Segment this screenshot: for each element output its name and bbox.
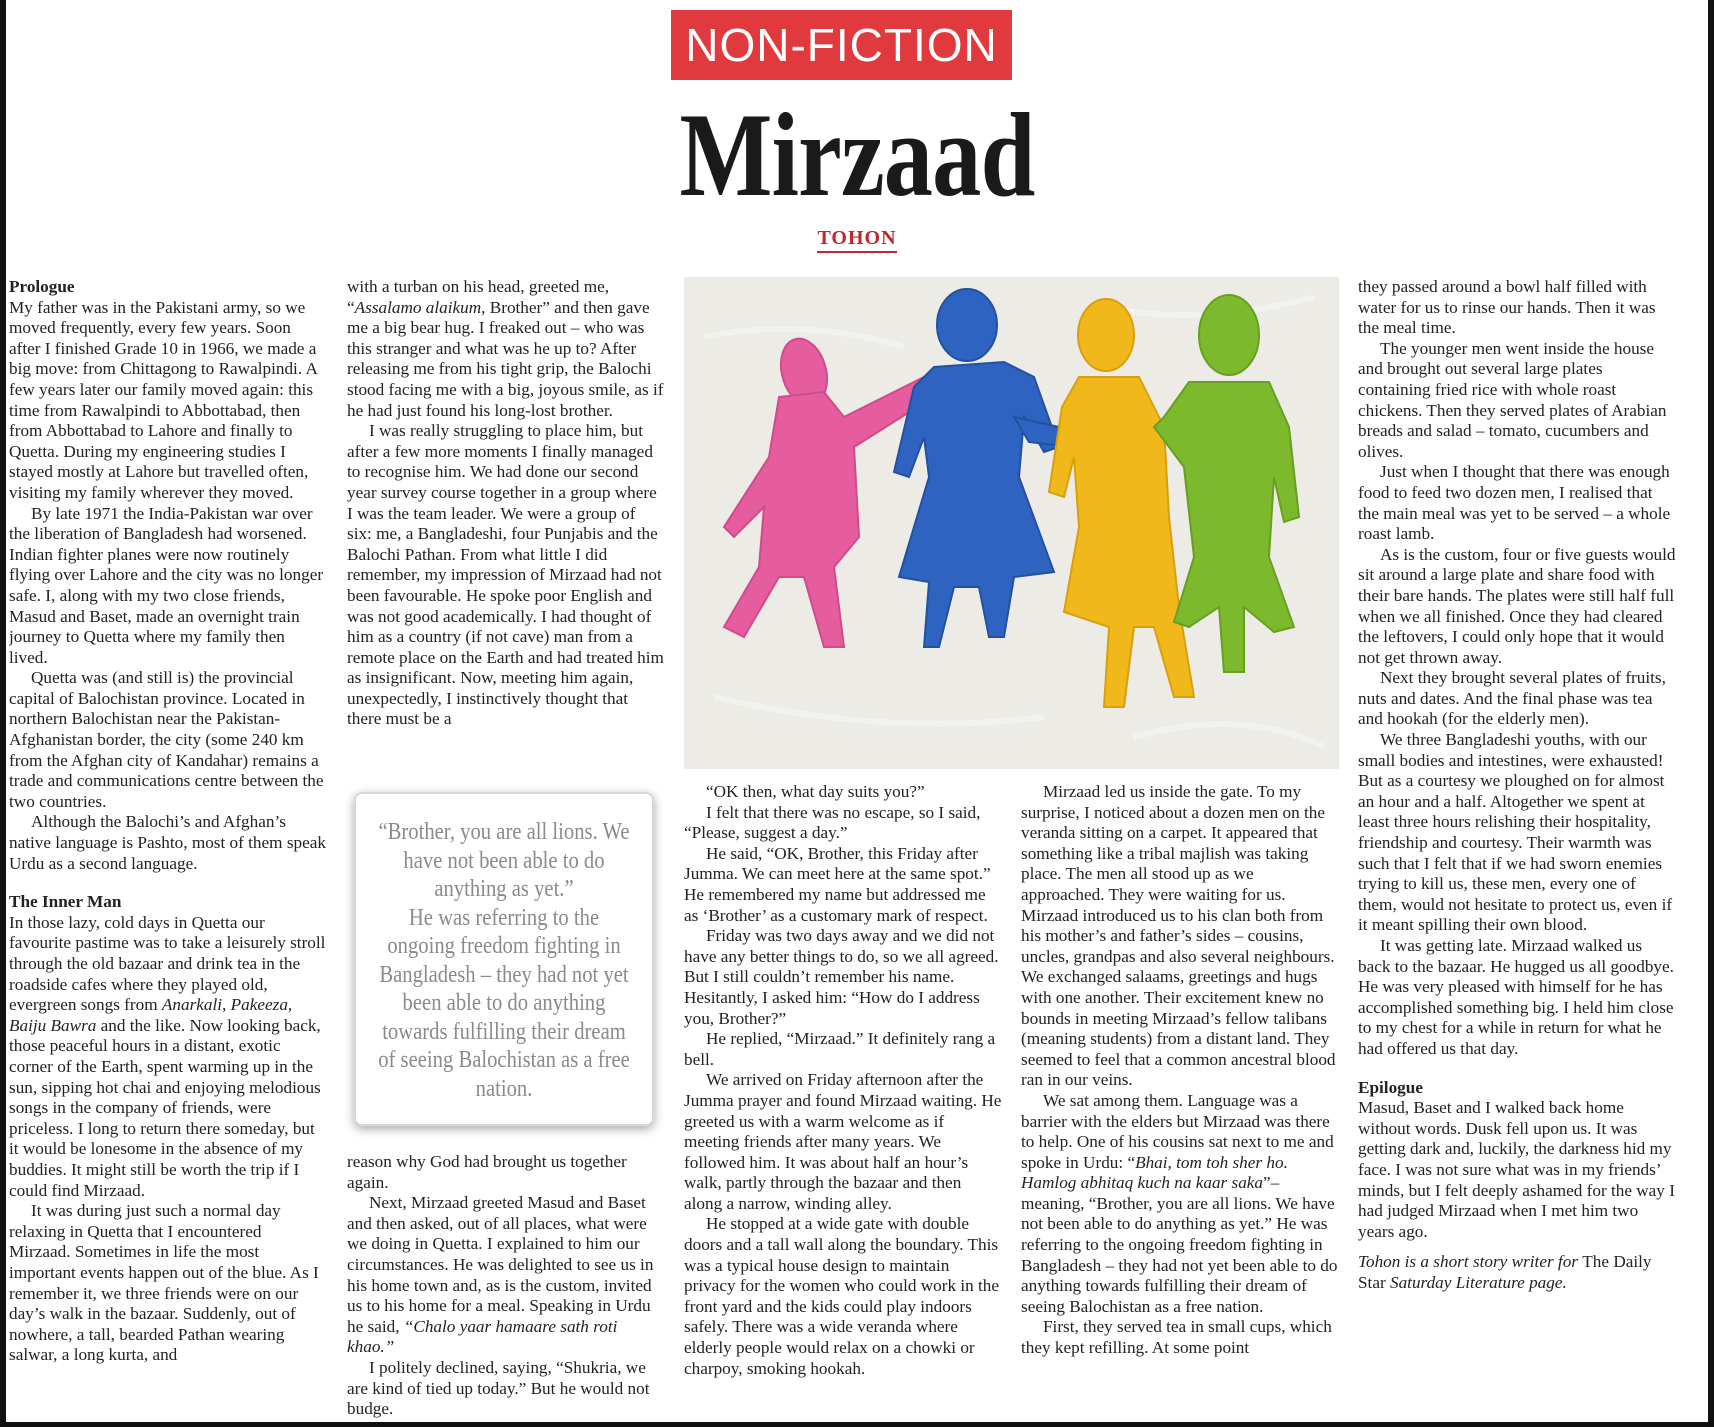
author-name: TOHON bbox=[817, 227, 896, 253]
paragraph: The younger men went inside the house and brought out several large plates containing fried rice with whole roast chickens. Then they served plates of Arabian breads and salad – tomato, cucumbers and olives. bbox=[1358, 338, 1667, 461]
pull-quote-text: “Brother, you are all lions. We have not been able to do anything as yet.” bbox=[378, 819, 630, 902]
paragraph: I was really struggling to place him, but after a few more moments I finally managed to recognise him. We had done our second year survey course together in a group where I was the team leader. We were a group of six: me, a Bangladeshi, four Punjabis and the Balochi Pathan. From what little I did remember, my impression of Mirzaad had not been favourable. He spoke poor English and was not good academically. I had thought of him as a country (if not cave) man from a remote place on the Earth and had treated him as insignificant. Now, meeting him again, unexpectedly, I instinctively thought that there must be a bbox=[347, 421, 664, 729]
paragraph: Next they brought several plates of fruits, nuts and dates. And the final phase was tea and hookah (for the elderly men). bbox=[1358, 668, 1666, 729]
paragraph: He replied, “Mirzaad.” It definitely rang a bell. bbox=[684, 1029, 996, 1069]
paragraph: I politely declined, saying, “Shukria, we are kind of tied up today.” But he would not budge. bbox=[347, 1357, 650, 1419]
paragraph: “OK then, what day suits you?” bbox=[706, 782, 925, 801]
pull-quote bbox=[354, 792, 654, 1126]
byline bbox=[0, 227, 1714, 250]
prologue-heading: Prologue bbox=[9, 277, 75, 296]
painting-illustration bbox=[684, 277, 1339, 769]
four-figures-painting bbox=[684, 277, 1339, 769]
paragraph: First, they served tea in small cups, which they kept refilling. At some point bbox=[1021, 1317, 1332, 1358]
pull-quote-text: He was referring to the ongoing freedom fighting in Bangladesh – they had not yet been able to do anything towards fulfilling their dream of seeing Balochistan as a free nation. bbox=[378, 904, 630, 1102]
paragraph: Mirzaad led us inside the gate. To my surprise, I noticed about a dozen men on the veranda sitting on a carpet. It appeared that something like a tribal majlish was taking place. The men all stood up as we approached. They were waiting for us. Mirzaad introduced us to his clan both from his mother’s and father’s sides – cousins, uncles, grandpas and also several neighbours. We exchanged salaams, greetings and hugs with one another. Their excitement knew no bounds in meeting Mirzaad’s fellow talibans (meaning students) from a distant land. They seemed to feel that a common ancestral blood ran in our veins. bbox=[1021, 782, 1336, 1090]
paragraph: We arrived on Friday afternoon after the Jumma prayer and found Mirzaad waiting. He greeted us with a warm welcome as if meeting friends after many years. We followed him. It was about half an hour’s walk, partly through the bazaar and then along a narrow, winding alley. bbox=[684, 1070, 1002, 1213]
epilogue-heading: Epilogue bbox=[1358, 1077, 1423, 1097]
paragraph: My father was in the Pakistani army, so we moved frequently, every few years. Soon after I finished Grade 10 in 1966, we made a big move: from Chittagong to Rawalpindi. A few years later our family moved again: this time from Rawalpindi to Abbottabad, then from Abbottabad to Lahore and finally to Quetta. During my engineering studies I stayed mostly at Lahore but travelled often, visiting my family wherever they moved. bbox=[9, 297, 317, 502]
paragraph: with a turban on his head, greeted me, “Assalamo alaikum, Brother” and then gave me a big bear hug. I freaked out – who was this stranger and what was he up to? After releasing me from his tight grip, the Balochi stood facing me with a big, joyous smile, as if he had just found his long-lost brother. bbox=[347, 277, 664, 420]
paragraph: Although the Balochi’s and Afghan’s native language is Pashto, most of them speak Urdu as a second language. bbox=[9, 812, 326, 873]
paragraph: Masud, Baset and I walked back home without words. Dusk fell upon us. It was getting dark and, luckily, the darkness hid my face. I was not sure what was in my friends’ minds, but I felt deeply ashamed for the way I had judged Mirzaad when I met him two years ago. bbox=[1358, 1098, 1675, 1241]
headline: Mirzaad bbox=[679, 88, 1035, 221]
paragraph: As is the custom, four or five guests would sit around a large plate and share food with their bare hands. The plates were still half full when we all finished. Once they had cleared the leftovers, I could only hope that it would not get thrown away. bbox=[1358, 544, 1676, 667]
paragraph: Friday was two days away and we did not have any better things to do, so we all agreed. But I still couldn’t remember his name. Hesitantly, I asked him: “How do I address you, Brother?” bbox=[684, 926, 999, 1028]
column-2-top bbox=[347, 277, 664, 761]
paragraph: We three Bangladeshi youths, with our small bodies and intestines, were exhausted! But as a courtesy we ploughed on for almost an hour and a half. Altogether we spent at least three hours relishing their hospitality, friendship and courtesy. Their warmth was such that I felt that if we had sworn enemies trying to kill us, these men, every one of them, would not hesitate to protect us, even if it meant spilling their own blood. bbox=[1358, 730, 1673, 935]
paragraph: We sat among them. Language was a barrier with the elders but Mirzaad was there to help. One of his cousins sat next to me and spoke in Urdu: “Bhai, tom toh sher ho. Hamlog abhitaq kuch na kaar saka”– meaning, “Brother, you are all lions. We have not been able to do anything as yet.” He was referring to the ongoing freedom fighting in Bangladesh – they had not yet been able to do anything towards fulfilling their dream of seeing Balochistan as a free nation. bbox=[1021, 1090, 1338, 1316]
paragraph: I felt that there was no escape, so I said, “Please, suggest a day.” bbox=[684, 802, 981, 843]
paragraph: It was during just such a normal day relaxing in Quetta that I encountered Mirzaad. Sometimes in life the most important events happen out of the blue. As I remember it, we three friends were on our day’s walk in the bazaar. Suddenly, out of nowhere, a tall, bearded Pathan wearing salwar, a long kurta, and bbox=[9, 1201, 319, 1365]
paragraph: reason why God had brought us together again. bbox=[347, 1152, 627, 1192]
right-border bbox=[1708, 0, 1714, 1427]
column-5 bbox=[1358, 277, 1676, 1423]
paragraph: Next, Mirzaad greeted Masud and Baset and then asked, out of all places, what were we doing in Quetta. I explained to him our circumstances. He was delighted to see us in his home town and, as is the custom, invited us to his home for a meal. Speaking in Urdu he said, “Chalo yaar hamaare sath roti khao.” bbox=[347, 1193, 654, 1357]
column-4 bbox=[1021, 782, 1339, 1424]
paragraph: Quetta was (and still is) the provincial capital of Balochistan province. Located in northern Balochistan near the Pakistan-Afghanistan border, the city (some 240 km from the Afghan city of Kandahar) remains a trade and communications centre between the two countries. bbox=[9, 668, 324, 811]
paragraph: He said, “OK, Brother, this Friday after Jumma. We can meet here at the same spot.” He remembered my name but addressed me as ‘Brother’ as a customary mark of respect. bbox=[684, 843, 991, 925]
paragraph: He stopped at a wide gate with double doors and a tall wall along the boundary. This was a typical house design to maintain privacy for the women who could work in the front yard and the kids could play indoors safely. There was a wide veranda where elderly people would relax on a chowki or charpoy, smoking hookah. bbox=[684, 1214, 1000, 1378]
inner-man-heading: The Inner Man bbox=[9, 892, 122, 912]
paragraph: In those lazy, cold days in Quetta our favourite pastime was to take a leisurely stroll through the old bazaar and drink tea in the roadside cafes where they played old, evergreen songs from Anarkali, Pakeeza, Baiju Bawra and the like. Now looking back, those peaceful hours in a distant, exotic corner of the Earth, spent warming up in the sun, sipping hot chai and enjoying melodious songs in the company of friends, were priceless. I long to return there someday, but it would be lonesome in the absence of my buddies. It might still be worth the trip if I could find Mirzaad. bbox=[9, 912, 326, 1200]
column-3 bbox=[684, 782, 1002, 1424]
author-note: Tohon is a short story writer for The Daily Star Saturday Literature page. bbox=[1358, 1252, 1652, 1292]
paragraph: It was getting late. Mirzaad walked us back to the bazaar. He hugged us all goodbye. He was very pleased with himself for he has accomplished something big. I held him close to my chest for a while in return for what he had offered us that day. bbox=[1358, 936, 1674, 1058]
column-1 bbox=[9, 277, 326, 1423]
section-label: NON-FICTION bbox=[671, 10, 1012, 80]
paragraph: they passed around a bowl half filled with water for us to rinse our hands. Then it was the meal time. bbox=[1358, 277, 1656, 338]
paragraph: By late 1971 the India-Pakistan war over the liberation of Bangladesh had worsened. Indian fighter planes were now routinely flying over Lahore and the city was no longer safe. I, along with my two close friends, Masud and Baset, made an overnight train journey to Quetta where my family then lived. bbox=[9, 503, 324, 667]
column-2-bottom bbox=[347, 1152, 664, 1424]
left-border bbox=[0, 0, 6, 1427]
paragraph: Just when I thought that there was enough food to feed two dozen men, I realised that the main meal was yet to be served – a whole roast lamb. bbox=[1358, 462, 1671, 544]
